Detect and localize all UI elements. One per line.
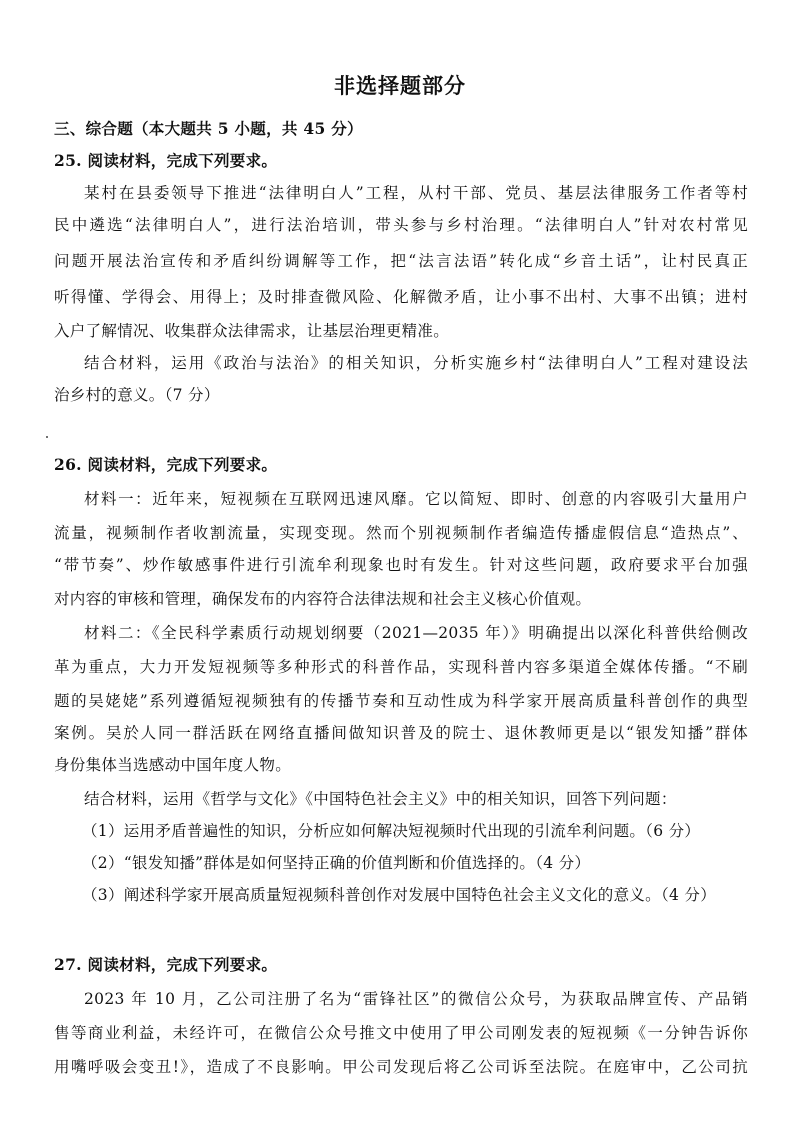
- q26-material1-line: 对内容的审核和管理，确保发布的内容符合法律法规和社会主义核心价值观。: [54, 590, 592, 608]
- q26-material2-line: 革为重点，大力开发短视频等多种形式的科普作品，实现科普内容多渠道全媒体传播。“不刷: [54, 658, 748, 676]
- q26-heading: 26. 阅读材料，完成下列要求。: [54, 455, 278, 474]
- scan-speck: [46, 436, 48, 438]
- q27-material-line: 用嘴呼吸会变丑!》，造成了不良影响。甲公司发现后将乙公司诉至法院。在庭审中，乙公司抗: [54, 1058, 748, 1076]
- q27-material-line: 售等商业利益，未经许可，在微信公众号推文中使用了甲公司刚发表的短视频《一分钟告诉你: [54, 1024, 748, 1042]
- q26-sub-question: （3）阐述科学家开展高质量短视频科普创作对发展中国特色社会主义文化的意义。（4 分）: [82, 886, 717, 904]
- q25-material-line: 听得懂、学得会、用得上；及时排查微风险、化解微矛盾，让小事不出村、大事不出镇；进村: [54, 288, 748, 306]
- q25-material-line: 问题开展法治宣传和矛盾纠纷调解等工作，把“法言法语”转化成“乡音土话”，让村民真正: [54, 252, 748, 270]
- q25-material-line: 入户了解情况、收集群众法律需求，让基层治理更精准。: [54, 322, 450, 340]
- q25-heading: 25. 阅读材料，完成下列要求。: [54, 151, 278, 170]
- section-header: 三、综合题（本大题共 5 小题，共 45 分）: [54, 119, 363, 138]
- q26-material2-line: 材料二：《全民科学素质行动规划纲要（2021—2035 年）》明确提出以深化科普供给侧改: [84, 624, 748, 642]
- q26-material1-line: 材料一：近年来，短视频在互联网迅速风靡。它以简短、即时、创意的内容吸引大量用户: [84, 490, 748, 508]
- q26-material2-line: 题的吴姥姥”系列遵循短视频独有的传播节奏和互动性成为科学家开展高质量科普创作的典型: [54, 692, 748, 710]
- q27-heading: 27. 阅读材料，完成下列要求。: [54, 955, 278, 974]
- q25-task-line: 治乡村的意义。（7 分）: [54, 386, 220, 404]
- q26-material1-line: “带节奏”、炒作敏感事件进行引流牟利现象也时有发生。针对这些问题，政府要求平台加强: [54, 556, 748, 574]
- q26-material1-line: 流量，视频制作者收割流量，实现变现。然而个别视频制作者编造传播虚假信息“造热点”、: [54, 524, 748, 542]
- q26-material2-line: 案例。吴於人同一群活跃在网络直播间做知识普及的院士、退休教师更是以“银发知播”群体: [54, 724, 748, 742]
- page-title: 非选择题部分: [334, 74, 466, 98]
- q27-material-line: 2023 年 10 月，乙公司注册了名为“雷锋社区”的微信公众号，为获取品牌宣传、产品销: [84, 990, 748, 1008]
- q26-task-intro: 结合材料，运用《哲学与文化》《中国特色社会主义》中的相关知识，回答下列问题：: [84, 790, 677, 808]
- q25-material-line: 某村在县委领导下推进“法律明白人”工程，从村干部、党员、基层法律服务工作者等村: [84, 184, 748, 202]
- q26-sub-question: （1）运用矛盾普遍性的知识，分析应如何解决短视频时代出现的引流牟利问题。（6 分）: [82, 822, 701, 840]
- q25-task-line: 结合材料，运用《政治与法治》的相关知识，分析实施乡村“法律明白人”工程对建设法: [84, 354, 748, 372]
- q26-sub-question: （2）“银发知播”群体是如何坚持正确的价值判断和价值选择的。（4 分）: [82, 854, 591, 872]
- q26-material2-line: 身份集体当选感动中国年度人物。: [54, 756, 292, 774]
- q25-material-line: 民中遴选“法律明白人”，进行法治培训，带头参与乡村治理。“法律明白人”针对农村常见: [54, 216, 748, 234]
